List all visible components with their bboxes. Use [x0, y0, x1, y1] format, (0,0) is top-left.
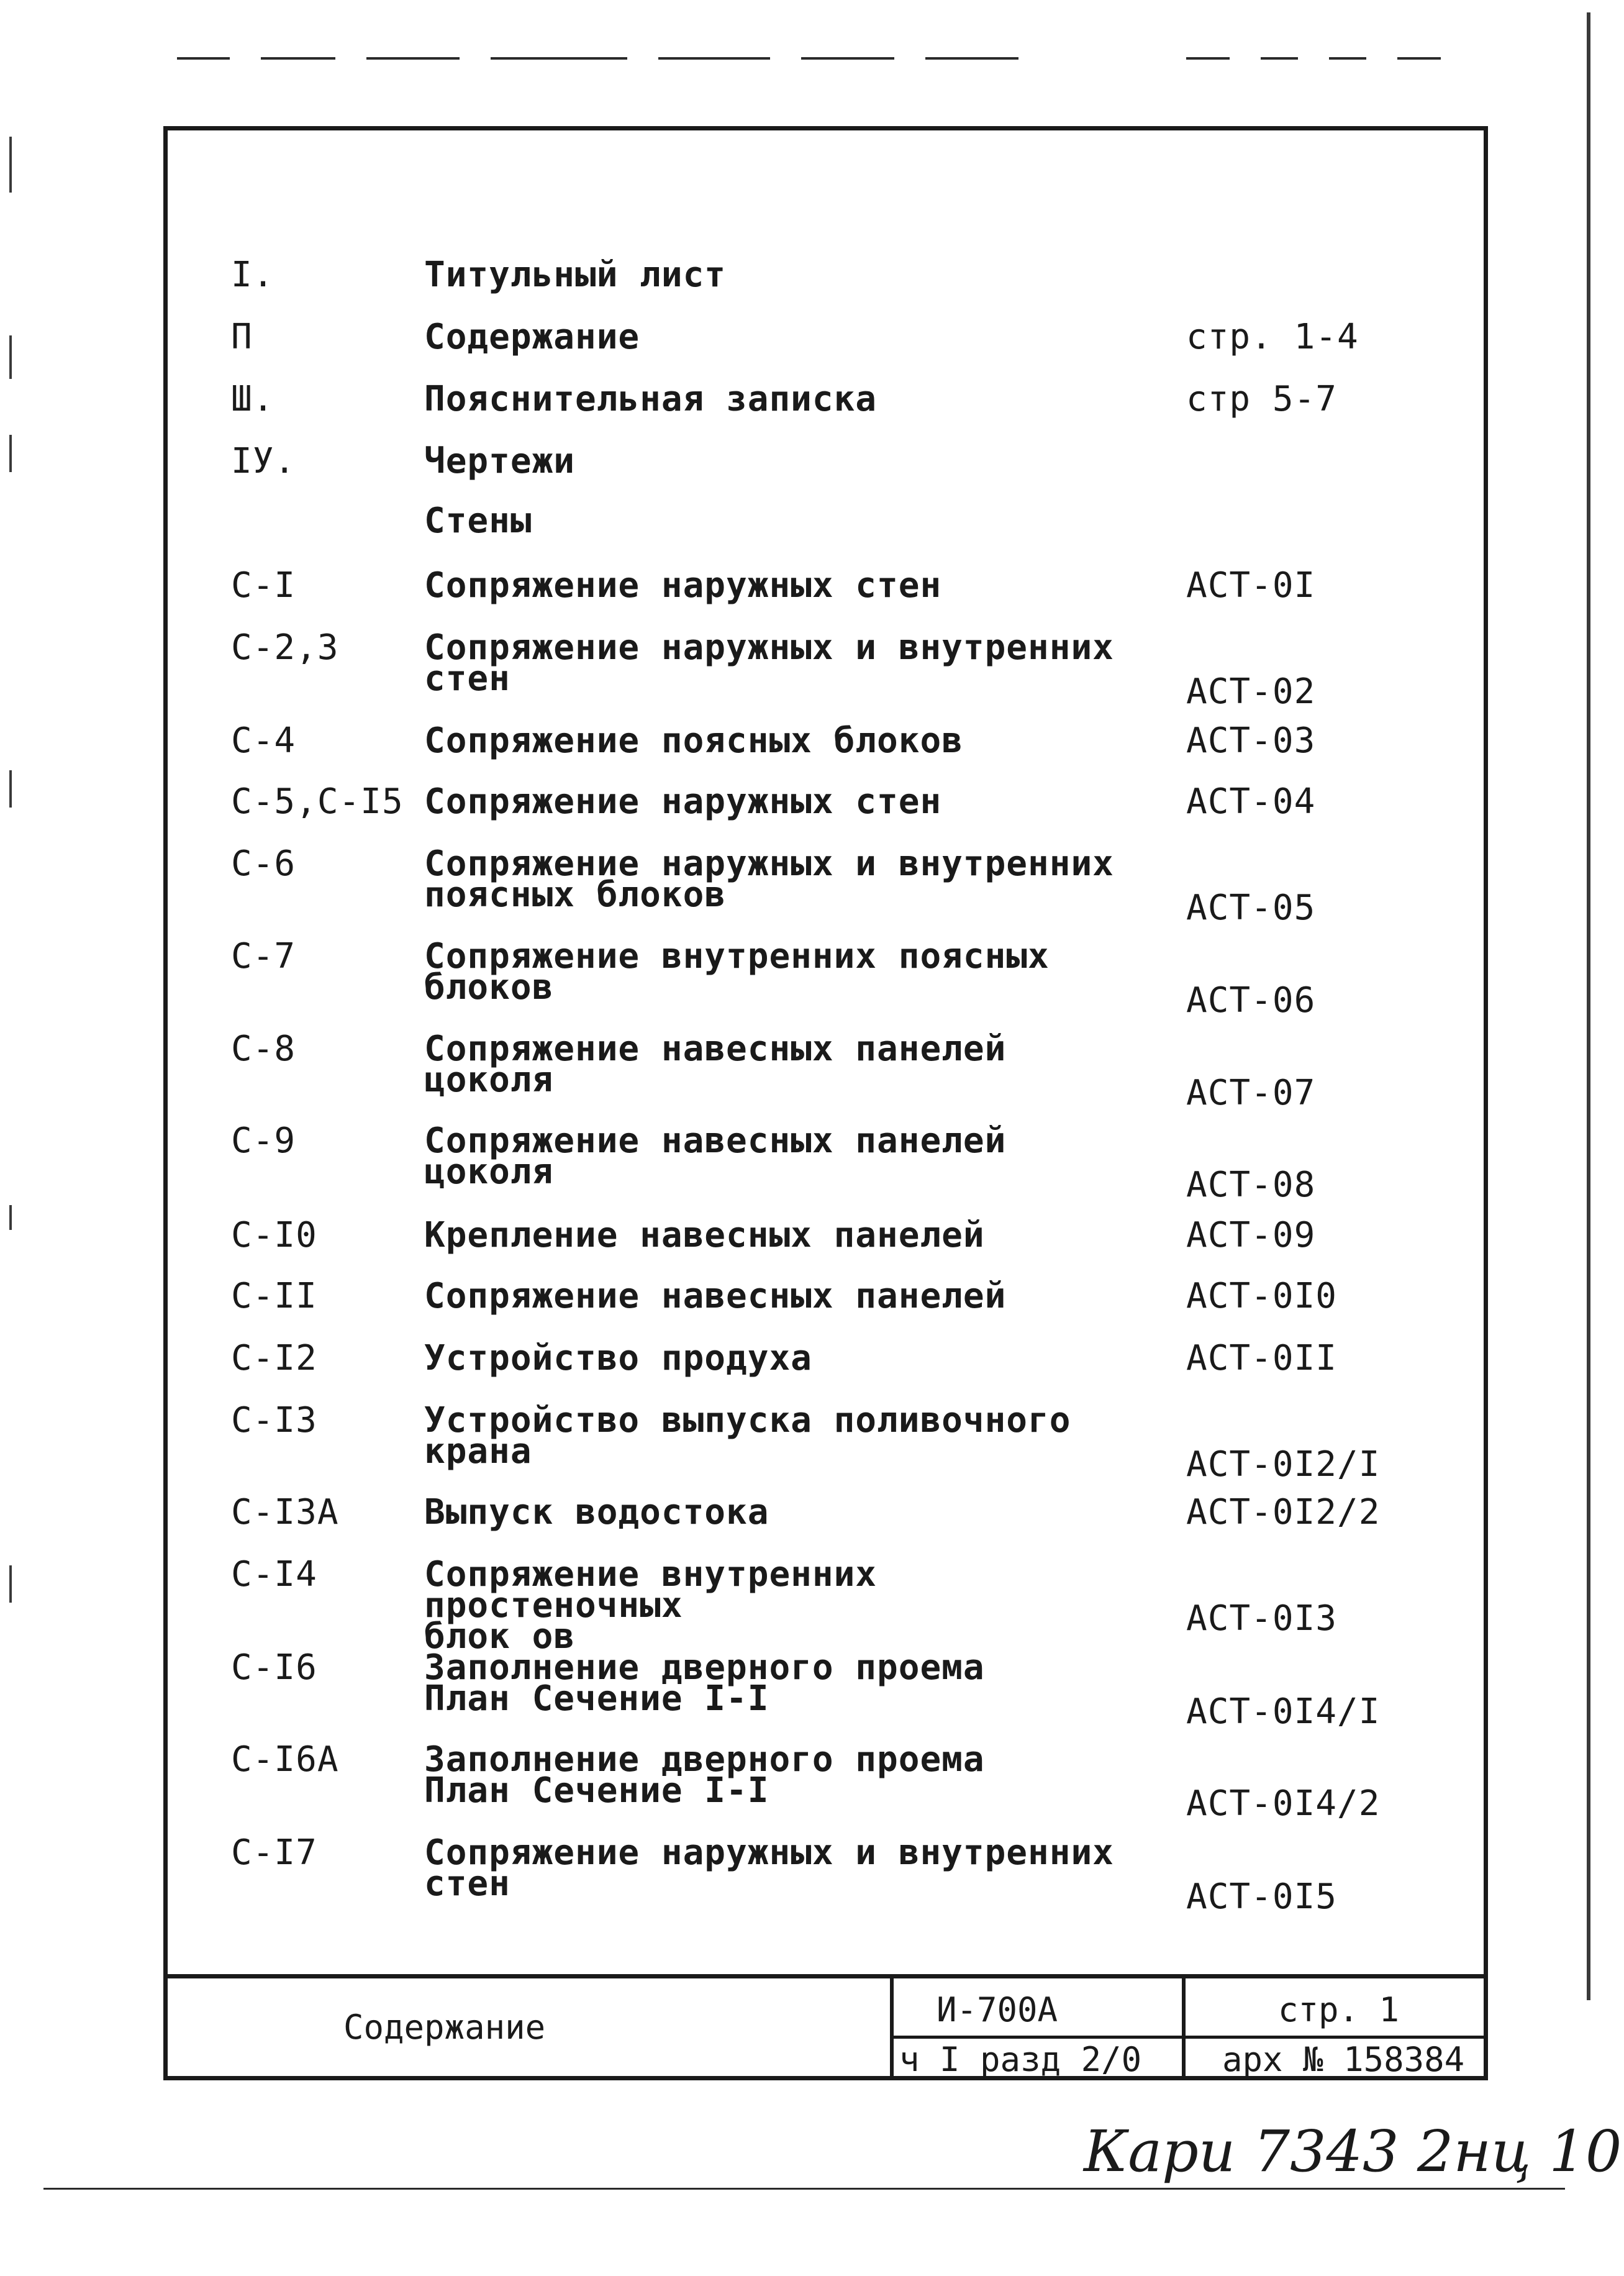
entry-code: С-5,С-I5 [231, 781, 404, 822]
entry-code: С-8 [231, 1029, 296, 1069]
entry-sheet: стр. 1-4 [1186, 317, 1359, 357]
top-dash-10 [1329, 57, 1366, 60]
entry-code: П [231, 317, 253, 357]
top-dash-3 [366, 57, 460, 60]
title-block [163, 1974, 1488, 2080]
entry-sheet: АСТ-0I4/I [1186, 1691, 1381, 1732]
entry-title: Титульный лист [424, 255, 727, 295]
top-dash-2 [261, 57, 335, 60]
entry-sheet: АСТ-02 [1186, 671, 1316, 712]
entry-code: С-I6А [231, 1739, 339, 1780]
entry-code: С-I0 [231, 1215, 317, 1255]
entry-title: Крепление навесных панелей [424, 1215, 985, 1255]
entry-sheet: АСТ-0I2/I [1186, 1444, 1381, 1485]
handwritten-note: Кари 7343 2нц 10 [1084, 2118, 1622, 2185]
entry-sheet: АСТ-0II [1186, 1338, 1338, 1378]
entry-code: С-I4 [231, 1554, 317, 1595]
entry-title: Стены [424, 501, 532, 541]
entry-sheet: АСТ-07 [1186, 1073, 1316, 1113]
entry-title: Сопряжение наружных и внутренних стен [424, 627, 1114, 699]
top-dash-7 [925, 57, 1018, 60]
entry-code: Ш. [231, 379, 274, 419]
entry-sheet: АСТ-0I2/2 [1186, 1492, 1381, 1532]
entry-title: Сопряжение наружных стен [424, 565, 942, 606]
top-dash-5 [658, 57, 770, 60]
entry-title: Сопряжение внутренних простеночных блок ов [424, 1554, 878, 1657]
entry-code: С-I6 [231, 1647, 317, 1688]
entry-title: Сопряжение наружных и внутренних поясных блоков [424, 844, 1114, 915]
entry-code: С-I7 [231, 1832, 317, 1873]
entry-sheet: АСТ-0I5 [1186, 1877, 1338, 1917]
entry-title: Сопряжение навесных панелей [424, 1276, 1007, 1316]
title-block-divider [1182, 1978, 1186, 2080]
entry-code: С-4 [231, 721, 296, 761]
title-block-divider [890, 1978, 894, 2080]
bottom-rule [43, 2188, 1565, 2190]
entry-title: Устройство продуха [424, 1338, 812, 1378]
left-margin-mark-3 [9, 435, 12, 472]
entry-sheet: АСТ-0I0 [1186, 1276, 1338, 1316]
entry-title: Выпуск водостока [424, 1492, 769, 1532]
title-block-doc-title: Содержание [343, 2008, 546, 2047]
entry-title: Сопряжение навесных панелей цоколя [424, 1029, 1007, 1100]
entry-code: С-6 [231, 844, 296, 884]
entry-sheet: АСТ-08 [1186, 1165, 1316, 1205]
entry-code: С-I2 [231, 1338, 317, 1378]
entry-title: Заполнение дверного проема План Сечение I-I [424, 1647, 985, 1719]
entry-code: IУ. [231, 441, 296, 481]
entry-sheet: стр 5-7 [1186, 379, 1338, 419]
entry-sheet: АСТ-04 [1186, 781, 1316, 822]
left-margin-mark-4 [9, 770, 12, 808]
entry-code: С-2,3 [231, 627, 339, 668]
entry-title: Заполнение дверного проема План Сечение I-I [424, 1739, 985, 1811]
entry-title: Пояснительная записка [424, 379, 878, 419]
top-dash-11 [1397, 57, 1441, 60]
entry-sheet: АСТ-09 [1186, 1215, 1316, 1255]
left-margin-mark-6 [9, 1565, 12, 1603]
entry-title: Сопряжение внутренних поясных блоков [424, 936, 1050, 1008]
entry-sheet: АСТ-0I3 [1186, 1598, 1338, 1639]
entry-title: Чертежи [424, 441, 576, 481]
left-margin-mark-1 [9, 137, 12, 193]
title-block-project: И-700А [937, 1990, 1058, 2029]
entry-sheet: АСТ-0I4/2 [1186, 1783, 1381, 1824]
entry-title: Содержание [424, 317, 640, 357]
entry-sheet: АСТ-06 [1186, 980, 1316, 1021]
entry-title: Устройство выпуска поливочного крана [424, 1400, 1071, 1472]
entry-code: С-9 [231, 1121, 296, 1161]
top-dash-6 [801, 57, 894, 60]
left-margin-mark-2 [9, 335, 12, 379]
top-dash-8 [1186, 57, 1230, 60]
title-block-rule [890, 2036, 1488, 2039]
entry-title: Сопряжение поясных блоков [424, 721, 963, 761]
entry-sheet: АСТ-0I [1186, 565, 1316, 606]
entry-code: С-I3 [231, 1400, 317, 1441]
top-dash-4 [491, 57, 627, 60]
entry-sheet: АСТ-03 [1186, 721, 1316, 761]
left-margin-mark-5 [9, 1205, 12, 1230]
entry-title: Сопряжение навесных панелей цоколя [424, 1121, 1007, 1192]
entry-code: I. [231, 255, 274, 295]
top-dash-1 [177, 57, 230, 60]
entry-code: С-7 [231, 936, 296, 976]
entry-title: Сопряжение наружных стен [424, 781, 942, 822]
entry-sheet: АСТ-05 [1186, 888, 1316, 928]
title-block-part: ч I разд 2/0 [899, 2040, 1142, 2079]
entry-code: С-I [231, 565, 296, 606]
entry-code: С-I3А [231, 1492, 339, 1532]
title-block-page: стр. 1 [1278, 1990, 1400, 2029]
entry-code: С-II [231, 1276, 317, 1316]
title-block-archive: арх № 158384 [1222, 2040, 1465, 2079]
entry-title: Сопряжение наружных и внутренних стен [424, 1832, 1114, 1904]
top-dash-9 [1261, 57, 1298, 60]
binding-edge-mark [1587, 12, 1590, 2000]
